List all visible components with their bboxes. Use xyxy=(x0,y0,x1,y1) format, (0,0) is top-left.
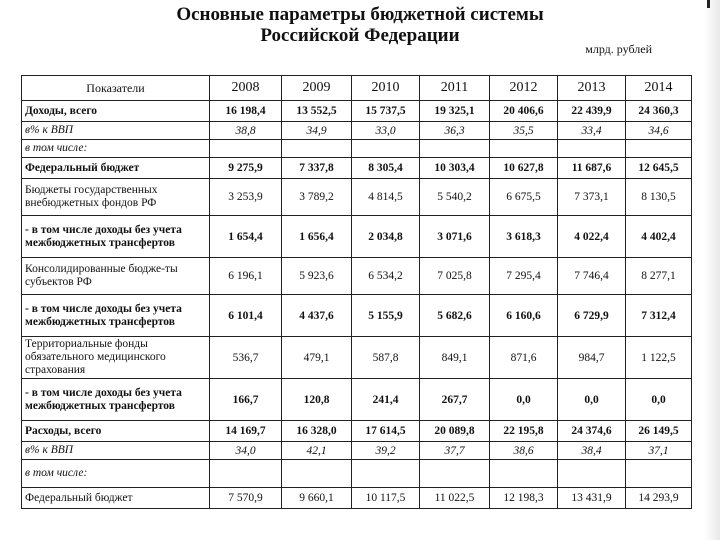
table-cell: 38,8 xyxy=(210,122,282,140)
table-cell: 6 196,1 xyxy=(210,258,282,295)
row-label: - в том числе доходы без учета межбюджетных трансфертов xyxy=(22,216,210,258)
table-cell: 6 160,6 xyxy=(490,295,558,337)
table-cell: 11 022,5 xyxy=(420,488,490,509)
table-cell: 16 198,4 xyxy=(210,101,282,122)
column-header: 2011 xyxy=(420,76,490,101)
table-cell: 9 660,1 xyxy=(282,488,352,509)
table-cell: 166,7 xyxy=(210,379,282,421)
table-cell: 3 253,9 xyxy=(210,179,282,216)
table-cell xyxy=(420,460,490,488)
table-cell: 13 552,5 xyxy=(282,101,352,122)
table-cell: 7 337,8 xyxy=(282,158,352,179)
table-cell: 8 305,4 xyxy=(352,158,420,179)
row-label: в% к ВВП xyxy=(22,122,210,140)
table-row xyxy=(22,122,692,140)
row-label: Территориальные фонды обязательного медицинского страхования xyxy=(22,337,210,379)
table-cell: 19 325,1 xyxy=(420,101,490,122)
column-header: 2012 xyxy=(490,76,558,101)
table-cell: 26 149,5 xyxy=(626,421,692,442)
table-row xyxy=(22,295,692,337)
row-label: в% к ВВП xyxy=(22,442,210,460)
table-cell: 4 022,4 xyxy=(558,216,626,258)
table-cell: 34,0 xyxy=(210,442,282,460)
table-cell: 33,0 xyxy=(352,122,420,140)
table-cell: 0,0 xyxy=(490,379,558,421)
table-cell xyxy=(352,140,420,158)
table-row xyxy=(22,488,692,509)
table-cell xyxy=(626,140,692,158)
table-cell: 7 570,9 xyxy=(210,488,282,509)
table-cell: 38,4 xyxy=(558,442,626,460)
table-cell: 871,6 xyxy=(490,337,558,379)
table-cell: 10 627,8 xyxy=(490,158,558,179)
budget-table xyxy=(21,75,692,509)
table-cell: 7 312,4 xyxy=(626,295,692,337)
table-cell: 34,6 xyxy=(626,122,692,140)
page-title xyxy=(0,4,720,46)
table-cell: 5 155,9 xyxy=(352,295,420,337)
table-cell: 38,6 xyxy=(490,442,558,460)
table-cell: 24 360,3 xyxy=(626,101,692,122)
table-cell: 0,0 xyxy=(626,379,692,421)
table-cell: 14 293,9 xyxy=(626,488,692,509)
table-cell: 11 687,6 xyxy=(558,158,626,179)
table-cell: 8 130,5 xyxy=(626,179,692,216)
table-cell: 120,8 xyxy=(282,379,352,421)
table-row xyxy=(22,216,692,258)
table-cell: 4 402,4 xyxy=(626,216,692,258)
table-cell: 5 923,6 xyxy=(282,258,352,295)
units-label: млрд. рублей xyxy=(585,42,652,56)
table-cell: 7 295,4 xyxy=(490,258,558,295)
row-label: в том числе: xyxy=(22,460,210,488)
table-cell: 479,1 xyxy=(282,337,352,379)
table-cell: 15 737,5 xyxy=(352,101,420,122)
table-cell: 10 303,4 xyxy=(420,158,490,179)
column-header: 2013 xyxy=(558,76,626,101)
table-cell: 37,1 xyxy=(626,442,692,460)
table-row xyxy=(22,158,692,179)
row-label: Федеральный бюджет xyxy=(22,158,210,179)
table-cell: 12 645,5 xyxy=(626,158,692,179)
table-cell: 4 437,6 xyxy=(282,295,352,337)
table-cell: 42,1 xyxy=(282,442,352,460)
table-cell: 1 122,5 xyxy=(626,337,692,379)
table-cell: 17 614,5 xyxy=(352,421,420,442)
table-cell: 7 025,8 xyxy=(420,258,490,295)
column-header: Показатели xyxy=(22,76,210,101)
row-label: Бюджеты государственных внебюджетных фондов РФ xyxy=(22,179,210,216)
table-cell: 1 656,4 xyxy=(282,216,352,258)
table-cell xyxy=(282,460,352,488)
table-cell xyxy=(282,140,352,158)
table-cell xyxy=(420,140,490,158)
table-row xyxy=(22,101,692,122)
table-cell: 3 789,2 xyxy=(282,179,352,216)
table-cell: 33,4 xyxy=(558,122,626,140)
table-cell: 7 373,1 xyxy=(558,179,626,216)
table-row xyxy=(22,140,692,158)
table-row xyxy=(22,179,692,216)
table-cell xyxy=(352,460,420,488)
table-cell: 3 071,6 xyxy=(420,216,490,258)
right-edge-shade xyxy=(704,0,720,540)
table-cell: 5 682,6 xyxy=(420,295,490,337)
table-cell: 14 169,7 xyxy=(210,421,282,442)
table-cell: 20 089,8 xyxy=(420,421,490,442)
table-cell: 1 654,4 xyxy=(210,216,282,258)
table-row xyxy=(22,421,692,442)
row-label: в том числе: xyxy=(22,140,210,158)
table-row xyxy=(22,379,692,421)
table-cell: 24 374,6 xyxy=(558,421,626,442)
row-label: - в том числе доходы без учета межбюджетных трансфертов xyxy=(22,295,210,337)
column-header: 2009 xyxy=(282,76,352,101)
table-cell: 22 439,9 xyxy=(558,101,626,122)
table-cell xyxy=(558,140,626,158)
table-cell: 241,4 xyxy=(352,379,420,421)
table-cell: 9 275,9 xyxy=(210,158,282,179)
table-cell: 20 406,6 xyxy=(490,101,558,122)
table-cell: 0,0 xyxy=(558,379,626,421)
table-cell: 6 101,4 xyxy=(210,295,282,337)
column-header: 2008 xyxy=(210,76,282,101)
table-cell: 4 814,5 xyxy=(352,179,420,216)
table-cell: 7 746,4 xyxy=(558,258,626,295)
table-cell: 37,7 xyxy=(420,442,490,460)
table-cell: 34,9 xyxy=(282,122,352,140)
table-row xyxy=(22,460,692,488)
table-cell xyxy=(558,460,626,488)
row-label: Доходы, всего xyxy=(22,101,210,122)
column-header: 2010 xyxy=(352,76,420,101)
table-cell: 10 117,5 xyxy=(352,488,420,509)
table-cell: 6 675,5 xyxy=(490,179,558,216)
row-label: - в том числе доходы без учета межбюджетных трансфертов xyxy=(22,379,210,421)
table-row xyxy=(22,337,692,379)
row-label: Федеральный бюджет xyxy=(22,488,210,509)
table-cell: 12 198,3 xyxy=(490,488,558,509)
table-cell: 536,7 xyxy=(210,337,282,379)
title-line-2: Российской Федерации xyxy=(260,25,460,46)
table-row xyxy=(22,258,692,295)
table-cell: 13 431,9 xyxy=(558,488,626,509)
column-header: 2014 xyxy=(626,76,692,101)
table-cell: 6 534,2 xyxy=(352,258,420,295)
table-cell: 6 729,9 xyxy=(558,295,626,337)
table-cell: 5 540,2 xyxy=(420,179,490,216)
table-cell: 36,3 xyxy=(420,122,490,140)
table-cell xyxy=(490,460,558,488)
table-cell xyxy=(490,140,558,158)
table-cell: 3 618,3 xyxy=(490,216,558,258)
table-cell: 2 034,8 xyxy=(352,216,420,258)
table-cell xyxy=(210,140,282,158)
table-row xyxy=(22,442,692,460)
table-cell: 22 195,8 xyxy=(490,421,558,442)
table-cell: 8 277,1 xyxy=(626,258,692,295)
table-cell: 267,7 xyxy=(420,379,490,421)
row-label: Расходы, всего xyxy=(22,421,210,442)
row-label: Консолидированные бюдже-ты субъектов РФ xyxy=(22,258,210,295)
table-cell xyxy=(626,460,692,488)
table-cell: 984,7 xyxy=(558,337,626,379)
table-cell: 849,1 xyxy=(420,337,490,379)
table-cell xyxy=(210,460,282,488)
table-cell: 35,5 xyxy=(490,122,558,140)
table-header-row xyxy=(22,76,692,101)
table-cell: 39,2 xyxy=(352,442,420,460)
title-line-1: Основные параметры бюджетной системы xyxy=(176,4,544,25)
table-cell: 587,8 xyxy=(352,337,420,379)
table-cell: 16 328,0 xyxy=(282,421,352,442)
